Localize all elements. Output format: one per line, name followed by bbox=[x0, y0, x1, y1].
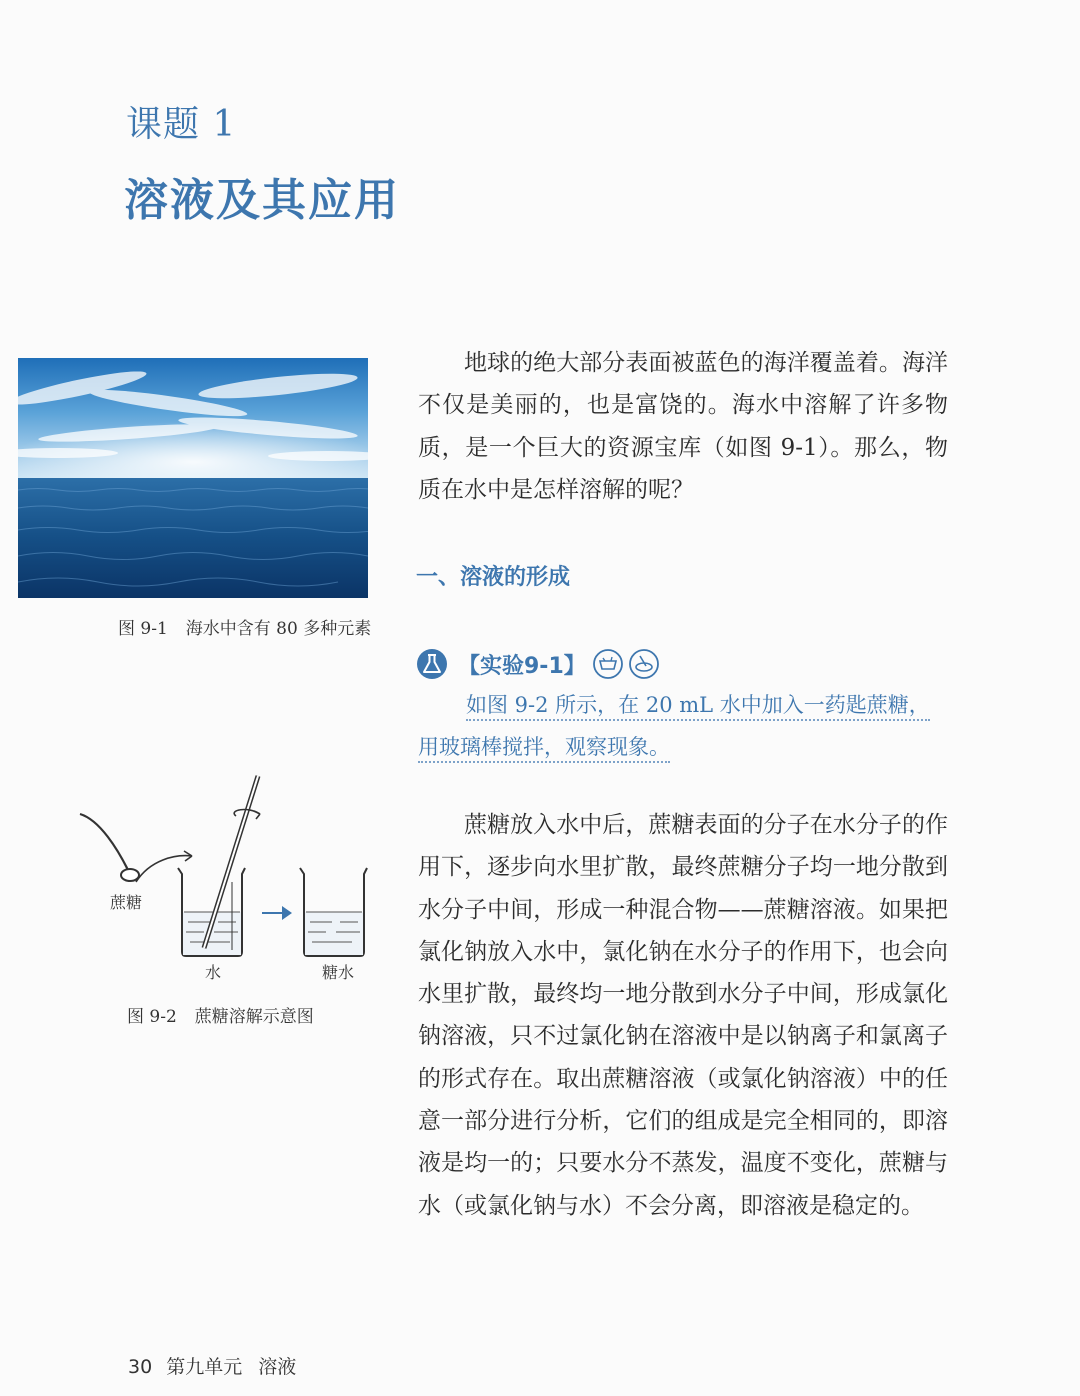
page-number: 30 bbox=[128, 1356, 153, 1378]
experiment-text-content: 如图 9-2 所示，在 20 mL 水中加入一药匙蔗糖，用玻璃棒搅拌，观察现象。 bbox=[418, 693, 930, 763]
spoon-handle bbox=[80, 814, 128, 870]
spoon-bowl bbox=[121, 869, 139, 881]
flask-icon bbox=[416, 648, 448, 680]
unit-title: 溶液 bbox=[258, 1356, 297, 1378]
page-title: 溶液及其应用 bbox=[124, 175, 400, 226]
page-footer bbox=[128, 1352, 296, 1379]
sugar-dissolving-diagram bbox=[70, 770, 390, 985]
experiment-text bbox=[418, 684, 948, 768]
label-water: 水 bbox=[205, 963, 222, 982]
ocean-photo bbox=[18, 358, 368, 598]
label-sugar: 蔗糖 bbox=[110, 893, 143, 912]
body-paragraph: 蔗糖放入水中后，蔗糖表面的分子在水分子的作用下，逐步向水里扩散，最终蔗糖分子均一地分散到水分子中间，形成一种混合物——蔗糖溶液。如果把氯化钠放入水中，氯化钠在水分子的作用下，也会向水里扩散，最终均一地分散到水分子中间，形成氯化钠溶液，只不过氯化钠在溶液中是以钠离子和氯离子的形式存在。取出蔗糖溶液（或氯化钠溶液）中的任意一部分进行分析，它们的组成是完全相同的，即溶液是均一的；只要水分不蒸发，温度不变化，蔗糖与水（或氯化钠与水）不会分离，即溶液是稳定的。 bbox=[418, 812, 948, 1219]
beaker-sugar-water bbox=[300, 868, 367, 956]
beaker-icon bbox=[592, 648, 624, 680]
figure1-caption bbox=[118, 614, 371, 639]
topic-label: 课题 1 bbox=[126, 104, 237, 145]
beaker-water bbox=[178, 868, 245, 956]
stir-icon bbox=[628, 648, 660, 680]
figure2-caption bbox=[127, 1002, 314, 1027]
label-sugar-water: 糖水 bbox=[322, 963, 355, 982]
section-heading: 一、溶液的形成 bbox=[416, 565, 571, 590]
transform-arrow bbox=[262, 906, 292, 920]
experiment-label: 【实验9-1】 bbox=[458, 653, 586, 679]
figure2-caption-text: 蔗糖溶解示意图 bbox=[194, 1007, 314, 1027]
figure2-number: 图 9-2 bbox=[127, 1007, 177, 1027]
unit-number: 第九单元 bbox=[166, 1356, 243, 1378]
experiment-header bbox=[416, 646, 660, 682]
figure1-number: 图 9-1 bbox=[118, 619, 168, 639]
figure1-caption-text: 海水中含有 80 多种元素 bbox=[185, 619, 372, 639]
intro-paragraph: 地球的绝大部分表面被蓝色的海洋覆盖着。海洋不仅是美丽的，也是富饶的。海水中溶解了许多物质，是一个巨大的资源宝库（如图 9-1）。那么，物质在水中是怎样溶解的呢？ bbox=[418, 350, 948, 503]
pour-arrow bbox=[136, 856, 192, 882]
